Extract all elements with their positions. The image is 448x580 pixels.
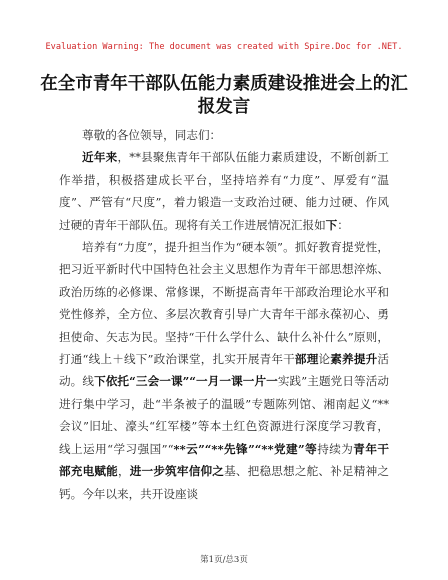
para1-lead: 近年来 bbox=[82, 150, 118, 165]
para2-s7: 基、把稳思想之舵、补足精神之钙。今年以来，共开设座谈 bbox=[59, 464, 389, 501]
paragraph-intro bbox=[59, 146, 389, 236]
para2-b3: 下依托“三会一课”“一月一课一片一 bbox=[94, 374, 278, 389]
para2-b6: 进一步筑牢信仰之 bbox=[129, 464, 225, 479]
paragraph-training bbox=[59, 236, 389, 505]
para1-end: ： bbox=[337, 217, 349, 232]
greeting: 尊敬的各位领导，同志们： bbox=[82, 128, 222, 142]
para2-b4: **云”“**先锋”“**党建”等 bbox=[173, 441, 318, 456]
para2-b1: 部理 bbox=[294, 352, 319, 367]
para2-s3: 活动。线 bbox=[59, 352, 389, 389]
para2-s2: 论 bbox=[318, 352, 331, 367]
para1-tail: 下 bbox=[325, 217, 338, 232]
para1-text: ，**县聚焦青年干部队伍能力素质建设，不断创新工作举措，积极搭建成长平台，坚持培养有“力度”、厚爱有“温度”、严管有“尺度”，着力锻造一支政治过硬、能力过硬、作风过硬的青年干部队伍。现将有关工作进展情况汇报如 bbox=[59, 150, 389, 232]
para2-s6: ， bbox=[117, 464, 130, 479]
para2-b2: 素养提升 bbox=[330, 352, 378, 367]
page-footer: 第1页/总3页 bbox=[200, 555, 248, 565]
para2-s5: 持续为 bbox=[317, 441, 354, 456]
evaluation-warning: Evaluation Warning: The document was created with Spire.Doc for .NET. bbox=[45, 42, 403, 52]
document-title: 在全市青年干部队伍能力素质建设推进会上的汇报发言 bbox=[40, 74, 408, 117]
para2-b5: 青年干部充电赋能 bbox=[59, 441, 389, 479]
para2-s1: 培养有“力度”，提升担当作为“硬本领”。抓好教育提党性，把习近平新时代中国特色社会主义思想作为青年干部思想淬炼、政治历练的必修课、常修课，不断提高青年干部政治理论水平和党性修养，全方位、多层次教育引导广大青年干部永葆初心、勇担使命、矢志为民。坚持“干什么学什么、缺什么补什么”原则，打通“线上＋线下”政治课堂，扎实开展青年干 bbox=[59, 240, 389, 367]
document-body bbox=[59, 124, 389, 505]
para2-s4: 实践”主题党日等活动进行集中学习，赴“半条被子的温暖”专题陈列馆、湘南起义“**会议”旧址、濠头“红军楼”等本土红色资源进行深度学习教育，线上运用“学习强国”“ bbox=[59, 374, 389, 456]
